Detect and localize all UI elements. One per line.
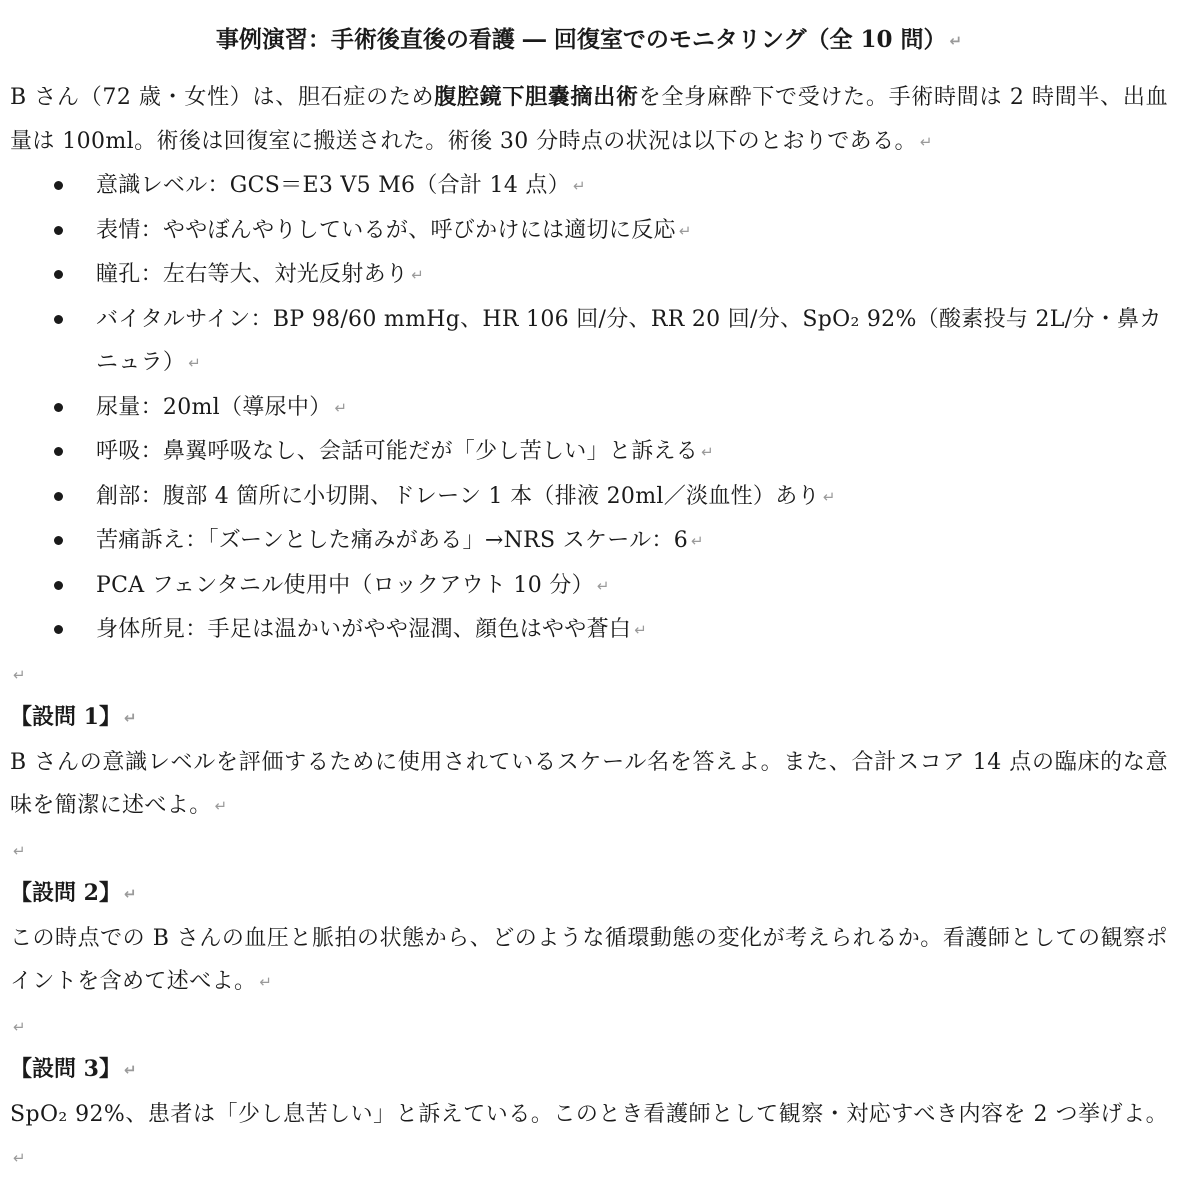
list-item: 尿量：20ml（導尿中） ↵	[10, 386, 1168, 431]
empty-paragraph	[10, 829, 1168, 873]
paragraph-mark-icon: ↵	[13, 1017, 26, 1036]
paragraph-mark-icon: ↵	[214, 797, 228, 815]
intro-text-2: を全身麻酔下で受けた。手術時間は 2 時間半、出血量は 100ml。術後は回復室に搬送された。術後 30 分時点の状況は以下のとおりである。	[10, 85, 1168, 154]
case-intro	[10, 76, 1168, 164]
bullet-icon	[54, 536, 63, 545]
bullet-icon	[54, 625, 63, 634]
paragraph-mark-icon: ↵	[691, 532, 704, 550]
bullet-icon	[54, 581, 63, 590]
paragraph-mark-icon: ↵	[701, 443, 714, 461]
empty-paragraph	[10, 653, 1168, 697]
question-2-heading: 【設問 2】 ↵	[10, 880, 137, 906]
document-title	[10, 18, 1168, 62]
paragraph-mark-icon: ↵	[13, 665, 26, 684]
bullet-icon	[54, 226, 63, 235]
list-item: 苦痛訴え：「ズーンとした痛みがある」→NRS スケール：6 ↵	[10, 519, 1168, 564]
list-item: 身体所見：手足は温かいがやや湿潤、顔色はやや蒼白 ↵	[10, 608, 1168, 653]
paragraph-mark-icon: ↵	[919, 132, 933, 151]
bullet-icon	[54, 315, 63, 324]
bullet-icon	[54, 181, 63, 190]
question-3-text: SpO₂ 92%、患者は「少し息苦しい」と訴えている。このとき看護師として観察・対応すべき内容を 2 つ挙げよ。↵	[10, 1101, 1168, 1167]
paragraph-mark-icon: ↵	[411, 266, 425, 284]
paragraph-mark-icon: ↵	[123, 885, 137, 903]
paragraph-mark-icon: ↵	[949, 32, 963, 50]
empty-paragraph	[10, 1005, 1168, 1049]
list-item: 意識レベル：GCS＝E3 V5 M6（合計 14 点） ↵	[10, 164, 1168, 209]
list-item: 呼吸：鼻翼呼吸なし、会話可能だが「少し苦しい」と訴える ↵	[10, 430, 1168, 475]
question-3-heading: 【設問 3】 ↵	[10, 1056, 137, 1082]
paragraph-mark-icon: ↵	[573, 177, 586, 195]
intro-text-1: B さん（72 歳・女性）は、胆石症のため	[10, 85, 435, 110]
paragraph-mark-icon: ↵	[334, 398, 348, 417]
list-item: バイタルサイン：BP 98/60 mmHg、HR 106 回/分、RR 20 回/分、SpO₂ 92%（酸素投与 2L/分・鼻カニュラ） ↵	[10, 298, 1168, 386]
paragraph-mark-icon: ↵	[123, 709, 137, 727]
paragraph-mark-icon: ↵	[634, 621, 648, 639]
bullet-icon	[54, 447, 63, 456]
intro-procedure: 腹腔鏡下胆嚢摘出術	[434, 84, 639, 110]
paragraph-mark-icon: ↵	[13, 841, 26, 860]
title-text: 事例演習：手術後直後の看護 ― 回復室でのモニタリング（全 10 問）	[215, 26, 947, 53]
list-item: PCA フェンタニル使用中（ロックアウト 10 分） ↵	[10, 564, 1168, 609]
paragraph-mark-icon: ↵	[13, 1149, 26, 1167]
bullet-icon	[54, 492, 63, 501]
paragraph-mark-icon: ↵	[822, 487, 836, 506]
bullet-icon	[54, 270, 63, 279]
bullet-icon	[54, 403, 63, 412]
paragraph-mark-icon: ↵	[678, 221, 692, 240]
list-item: 表情：ややぼんやりしているが、呼びかけには適切に反応 ↵	[10, 209, 1168, 254]
question-1-text: B さんの意識レベルを評価するために使用されているスケール名を答えよ。また、合計スコア 14 点の臨床的な意味を簡潔に述べよ。 ↵	[10, 749, 1168, 818]
paragraph-mark-icon: ↵	[596, 576, 610, 595]
paragraph-mark-icon: ↵	[259, 973, 273, 991]
question-1-heading: 【設問 1】 ↵	[10, 704, 137, 730]
paragraph-mark-icon: ↵	[188, 354, 202, 372]
list-item: 創部：腹部 4 箇所に小切開、ドレーン 1 本（排液 20ml／淡血性）あり ↵	[10, 475, 1168, 520]
list-item: 瞳孔：左右等大、対光反射あり ↵	[10, 253, 1168, 298]
paragraph-mark-icon: ↵	[123, 1061, 137, 1079]
patient-status-list	[10, 164, 1168, 653]
question-2-text: この時点での B さんの血圧と脈拍の状態から、どのような循環動態の変化が考えられるか。看護師としての観察ポイントを含めて述べよ。 ↵	[10, 925, 1168, 994]
